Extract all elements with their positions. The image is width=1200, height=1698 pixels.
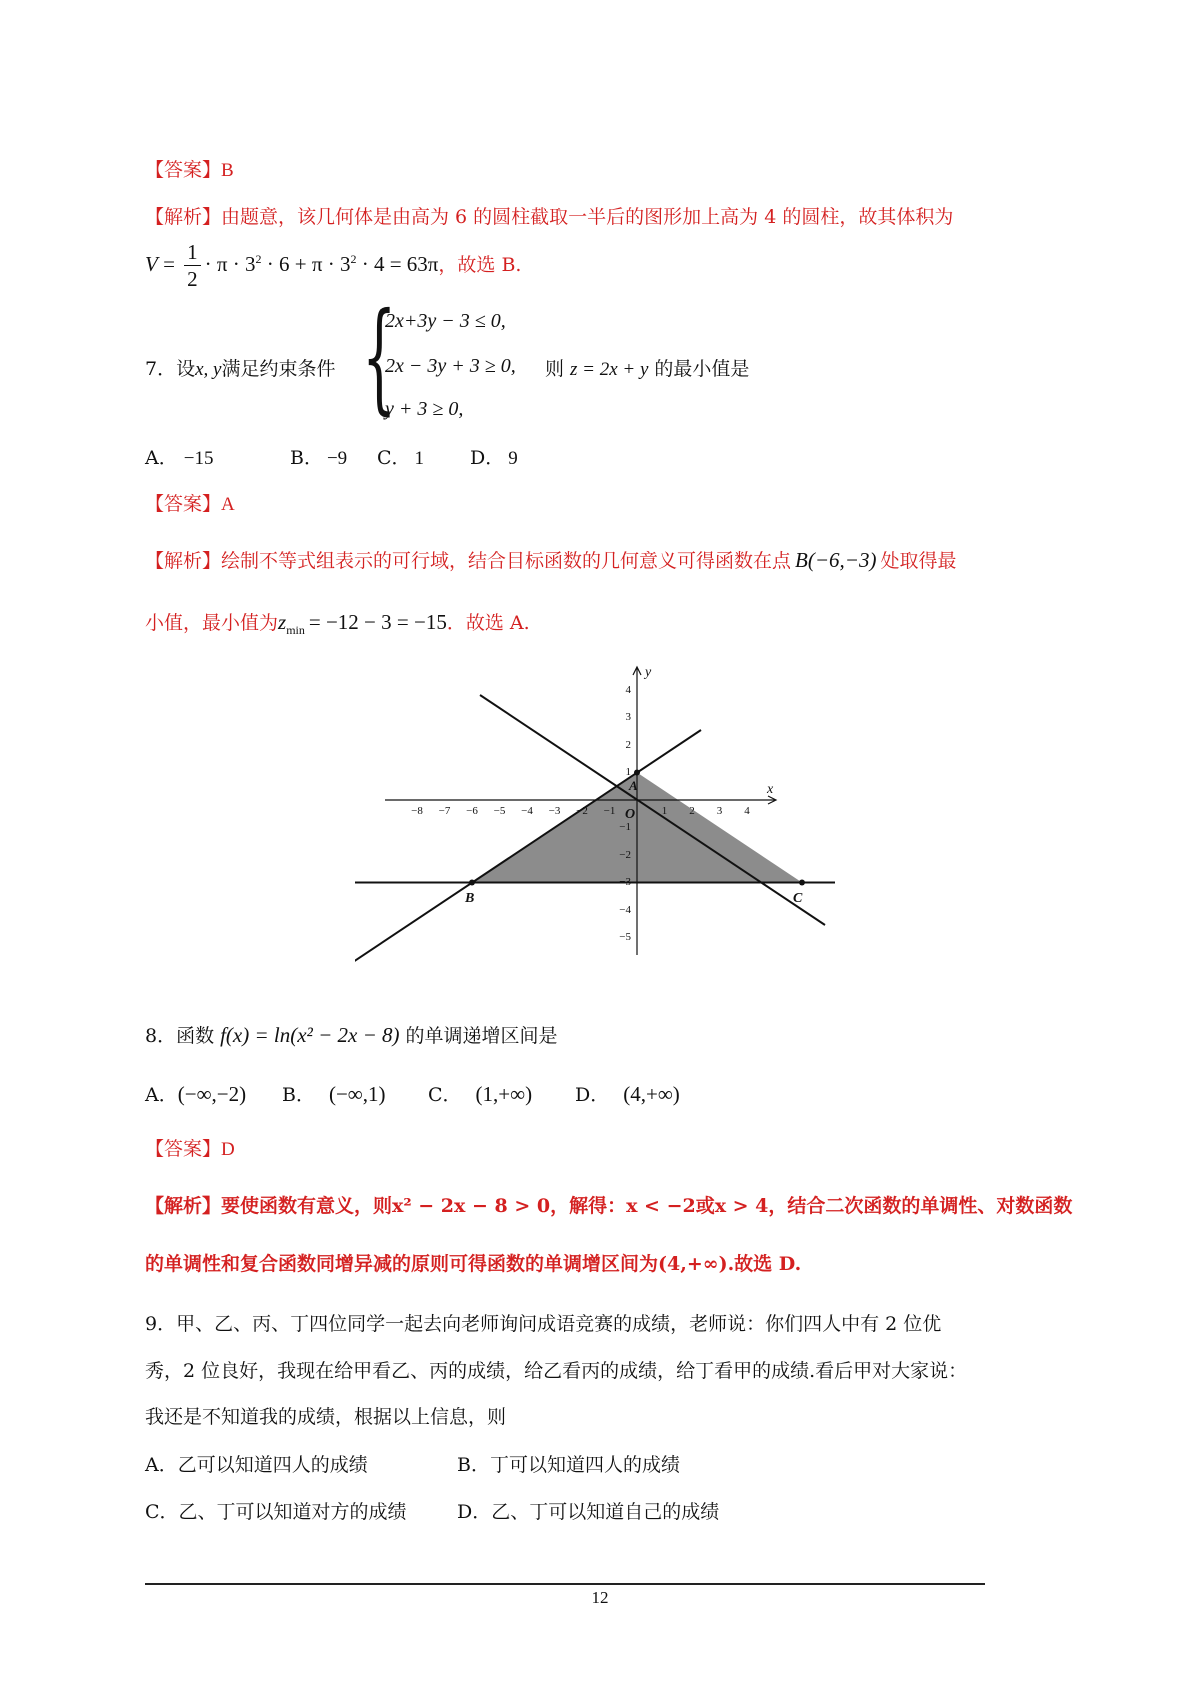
y-axis-label: y bbox=[645, 665, 652, 680]
y-tick: 4 bbox=[625, 684, 631, 696]
q9-stem-line-3: 我还是不知道我的成绩，根据以上信息，则 bbox=[145, 1406, 507, 1428]
volume-formula: V bbox=[145, 252, 158, 276]
x-tick: −8 bbox=[411, 805, 423, 817]
q6-analysis-line bbox=[145, 203, 953, 231]
x-tick: −6 bbox=[466, 805, 478, 817]
y-tick: −4 bbox=[619, 904, 631, 916]
point-c-label: C bbox=[793, 891, 803, 906]
q8-option-a: A．(−∞,−2) bbox=[145, 1082, 247, 1106]
x-tick: −3 bbox=[548, 805, 561, 817]
q9-stem-line-1: 9．甲、乙、丙、丁四位同学一起去向老师询问成语竞赛的成绩，老师说：你们四人中有 2 位优 bbox=[145, 1313, 942, 1335]
x-tick: −5 bbox=[493, 805, 506, 817]
q7-answer-line: 【答案】A bbox=[145, 493, 235, 515]
q9-option-b: B．丁可以知道四人的成绩 bbox=[457, 1454, 680, 1476]
q6-formula-line: V = $\frac{1}{2}$ · $\pi \cdot 3^2 \cdot 6 + \pi \cdot 3^2 \cdot 4 = 63\pi$，故选 B. bbox=[145, 240, 522, 291]
y-tick: −5 bbox=[619, 931, 631, 943]
y-tick: 1 bbox=[625, 766, 631, 778]
q7-stem bbox=[145, 355, 335, 384]
q6-answer-line bbox=[145, 156, 234, 185]
q8-analysis-line-1: 【解析】要使函数有意义，则x² − 2x − 8 > 0，解得：x < −2或x > 4，结合二次函数的单调性、对数函数 bbox=[145, 1195, 1073, 1217]
q8-stem: 8．函数 f(x) = ln(x² − 2x − 8) 的单调递增区间是 bbox=[145, 1023, 558, 1047]
system-brace: { bbox=[362, 288, 397, 427]
q7-analysis-line-1: 【解析】绘制不等式组表示的可行域，结合目标函数的几何意义可得函数在点 B(−6,−3) 处取得最 bbox=[145, 548, 957, 572]
answer-label: 【答案】 bbox=[145, 159, 222, 181]
q8-option-c: C． (1,+∞) bbox=[428, 1082, 533, 1106]
q7-option-a: A． −15 bbox=[145, 447, 214, 469]
zmin-expression: = −12 − 3 = −15 bbox=[308, 610, 447, 634]
y-tick: 2 bbox=[625, 739, 631, 751]
q8-analysis-line-2: 的单调性和复合函数同增异减的原则可得函数的单调增区间为(4,+∞).故选 D. bbox=[145, 1253, 802, 1275]
x-tick: −2 bbox=[576, 805, 588, 817]
q7-option-c: C． 1 bbox=[377, 447, 425, 469]
analysis-text: 由题意，该几何体是由高为 6 的圆柱截取一半后的图形加上高为 4 的圆柱，故其体积为 bbox=[221, 206, 954, 228]
function-expression: f(x) = ln(x² − 2x − 8) bbox=[220, 1023, 400, 1047]
q8-option-b: B． (−∞,1) bbox=[282, 1082, 386, 1106]
constraint-3: y + 3 ≥ 0, bbox=[385, 398, 464, 420]
q7-analysis-line-2: 小值，最小值为$z_{min} = -12 - 3 = -15$．故选 A. bbox=[145, 610, 530, 638]
answer-value: B bbox=[221, 160, 234, 181]
constraint-2: 2x − 3y + 3 ≥ 0, bbox=[385, 355, 516, 377]
point-b: B(−6,−3) bbox=[795, 548, 877, 572]
formula-suffix: ，故选 B. bbox=[438, 254, 522, 276]
constraint-1: 2x+3y − 3 ≤ 0, bbox=[385, 310, 506, 332]
x-tick: −1 bbox=[603, 805, 616, 817]
x-tick: −7 bbox=[438, 805, 451, 817]
q8-option-d: D． (4,+∞) bbox=[575, 1082, 680, 1106]
footer-divider bbox=[145, 1583, 985, 1585]
q8-answer-line: 【答案】D bbox=[145, 1138, 235, 1160]
point-a-label: A bbox=[629, 778, 638, 793]
page-number: 12 bbox=[591, 1588, 609, 1607]
y-tick: −1 bbox=[619, 821, 631, 833]
point-b-label: B bbox=[465, 891, 475, 906]
feasible-region-graph bbox=[355, 660, 845, 970]
q9-option-d: D．乙、丁可以知道自己的成绩 bbox=[457, 1501, 720, 1523]
x-tick: 3 bbox=[716, 805, 723, 817]
x-tick: 1 bbox=[661, 805, 668, 817]
q9-stem-line-2: 秀，2 位良好，我现在给甲看乙、丙的成绩，给乙看丙的成绩，给丁看甲的成绩.看后甲对大家说： bbox=[145, 1360, 968, 1382]
objective-function: z = 2x + y bbox=[570, 359, 649, 380]
question-number: 7．设 bbox=[145, 358, 196, 380]
y-tick: −3 bbox=[619, 876, 631, 888]
q9-option-c: C．乙、丁可以知道对方的成绩 bbox=[145, 1501, 407, 1523]
q7-option-b: B． −9 bbox=[290, 447, 348, 469]
origin-label: O bbox=[625, 807, 636, 822]
q9-option-a: A．乙可以知道四人的成绩 bbox=[145, 1454, 368, 1476]
x-axis-label: x bbox=[767, 782, 774, 797]
q7-option-d: D． 9 bbox=[470, 447, 518, 469]
y-tick: −2 bbox=[619, 849, 631, 861]
x-tick: −4 bbox=[521, 805, 533, 817]
x-tick: 4 bbox=[744, 805, 750, 817]
analysis-label: 【解析】 bbox=[145, 206, 222, 228]
q7-stem-end: 则 z = 2x + y 的最小值是 bbox=[545, 358, 750, 380]
y-tick: 3 bbox=[625, 711, 631, 723]
stem-text: 满足约束条件 bbox=[221, 358, 336, 380]
x-tick: 2 bbox=[689, 805, 695, 817]
variables: x, y bbox=[195, 359, 222, 380]
